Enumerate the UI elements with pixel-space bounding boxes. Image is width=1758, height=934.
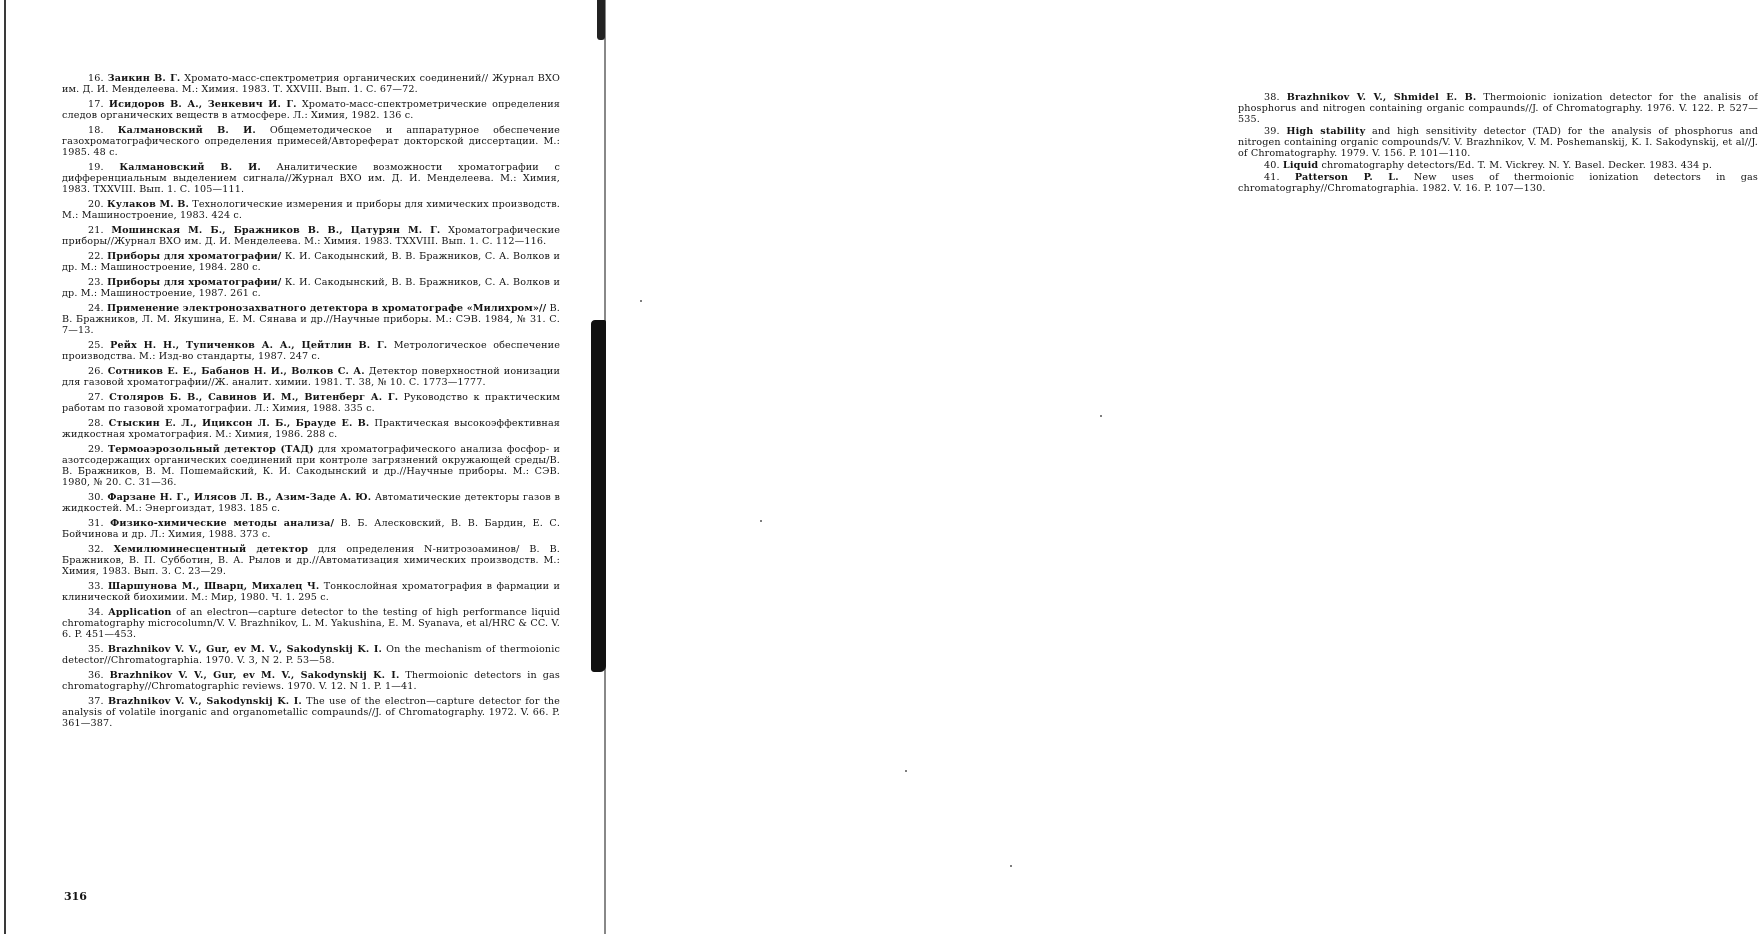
reference-number: 37. [88,696,104,707]
reference-entry [62,392,560,414]
reference-authors: Приборы для хроматографии/ [107,277,282,288]
reference-authors: Применение электронозахватного детектора в хроматографе «Милихром»// [107,303,547,314]
reference-number: 39. [1264,126,1280,137]
reference-text: The use of the electron—capture detector for the analysis of volatile inorganic and organometallic compaunds//J. of Chromatography. 1972. V. 66. P. 361—387. [62,696,560,729]
reference-text: On the mechanism of thermoionic detector//Chromatographia. 1970. V. 3, N 2. P. 53—58. [62,644,560,666]
reference-entry [62,125,560,158]
reference-number: 25. [88,340,104,351]
reference-number: 32. [88,544,104,555]
reference-authors: Рейх Н. Н., Тупиченков А. А., Цейтлин В. Г. [110,340,388,351]
reference-text: Руководство к практическим работам по газовой хроматографии. Л.: Химия, 1988. 335 с. [62,392,560,414]
reference-authors: Фарзане Н. Г., Илясов Л. В., Азим-Заде А. Ю. [107,492,372,503]
reference-text: Автоматические детекторы газов в жидкостей. М.: Энергоиздат, 1983. 185 с. [62,492,561,514]
reference-text: of an electron—capture detector to the testing of high performance liquid chromatography microcolumn/V. V. Brazhnikov, L. M. Yakushina, E. M. Syanava, et al/HRC & CC. V. 6. P. 451—453. [62,607,561,640]
reference-entry [62,366,560,388]
reference-text: Практическая высокоэффективная жидкостная хроматография. М.: Химия, 1986. 288 с. [62,418,561,440]
reference-entry [62,73,560,95]
reference-authors: Шаршунова М., Шварц, Михалец Ч. [108,581,320,592]
reference-entry [1238,160,1758,171]
reference-authors: High stability [1286,126,1366,137]
reference-entry [62,607,560,640]
reference-number: 38. [1264,92,1280,103]
reference-authors: Liquid [1282,160,1319,171]
reference-entry [62,518,560,540]
reference-text: Хроматографические приборы//Журнал ВХО им. Д. И. Менделеева. М.: Химия. 1983. TXXVIII. Вып. 1. С. 112—116. [62,225,561,247]
reference-entry [1238,92,1758,125]
reference-text: для хроматографического анализа фосфор- и азотсодержащих органических соединений при контроле загрязнений окружающей среды/В. В. Бражников, В. М. Пошемайский, К. И. Сакодынский и др.//Научные приборы. М.: СЭВ. 1980, № 20. С. 31—36. [62,444,561,488]
reference-entry [62,544,560,577]
reference-entry [1238,126,1758,159]
reference-entry [62,225,560,247]
reference-authors: Brazhnikov V. V., Sakodynskij K. I. [107,696,302,707]
scan-speck [640,300,642,302]
reference-authors: Brazhnikov V. V., Gur, ev M. V., Sakodynskij K. I. [109,670,400,681]
reference-authors: Термоаэрозольный детектор (ТАД) [107,444,314,455]
reference-number: 31. [88,518,104,529]
reference-list-right [1238,92,1758,195]
reference-number: 36. [88,670,104,681]
reference-number: 19. [88,162,104,173]
reference-authors: Patterson P. L. [1294,172,1399,183]
reference-number: 41. [1264,172,1280,183]
reference-entry [62,670,560,692]
reference-text: Детектор поверхностной ионизации для газовой хроматографии//Ж. аналит. химии. 1981. Т. 38, № 10. С. 1773—1777. [62,366,561,388]
reference-text: chromatography detectors/Ed. T. M. Vickrey. N. Y. Basel. Decker. 1983. 434 p. [1321,160,1713,171]
reference-text: Хромато-масс-спектрометрия органических соединений// Журнал ВХО им. Д. И. Менделеева. М.: Химия. 1983. Т. XXVIII. Вып. 1. С. 67—72. [62,73,560,95]
right-page [600,0,1758,934]
reference-number: 40. [1264,160,1280,171]
reference-number: 21. [88,225,104,236]
left-page [0,0,600,934]
page-number: 316 [64,890,87,903]
reference-entry [62,444,560,488]
reference-authors: Физико-химические методы анализа/ [110,518,335,529]
reference-authors: Калмановский В. И. [117,125,256,136]
reference-entry [1238,172,1758,194]
reference-entry [62,696,560,729]
reference-text: Thermoionic ionization detector for the analisis of phosphorus and nitrogen containing organic compaunds//J. of Chromatography. 1976. V. 122. P. 527—535. [1238,92,1758,125]
reference-authors: Brazhnikov V. V., Shmidel E. B. [1286,92,1477,103]
reference-authors: Brazhnikov V. V., Gur, ev M. V., Sakodynskij K. I. [107,644,382,655]
reference-text: В. В. Бражников, Л. М. Якушина, Е. М. Сянава и др.//Научные приборы. М.: СЭВ. 1984, № 31. С. 7—13. [62,303,561,336]
reference-entry [62,492,560,514]
reference-entry [62,581,560,603]
reference-text: К. И. Сакодынский, В. В. Бражников, С. А. Волков и др. М.: Машиностроение, 1987. 261 с. [62,277,560,299]
scan-speck [760,520,762,522]
reference-entry [62,340,560,362]
reference-text: Метрологическое обеспечение производства. М.: Изд-во стандарты, 1987. 247 с. [62,340,561,362]
reference-number: 17. [88,99,104,110]
reference-text: Аналитические возможности хроматографии с дифференциальным выделением сигнала//Журнал ВХО им. Д. И. Менделеева. М.: Химия, 1983. TXXVIII. Вып. 1. С. 105—111. [62,162,560,195]
reference-number: 23. [88,277,104,288]
reference-number: 16. [88,73,104,84]
reference-number: 26. [88,366,104,377]
reference-text: Thermoionic detectors in gas chromatography//Chromatographic reviews. 1970. V. 12. N 1. P. 1—41. [62,670,560,692]
reference-text: В. Б. Алесковский, В. В. Бардин, Е. С. Бойчинова и др. Л.: Химия, 1988. 373 с. [62,518,561,540]
reference-number: 24. [88,303,104,314]
reference-text: К. И. Сакодынский, В. В. Бражников, С. А. Волков и др. М.: Машиностроение, 1984. 280 с. [62,251,560,273]
reference-authors: Сотников Е. Е., Бабанов Н. И., Волков С. А. [107,366,365,377]
reference-number: 30. [88,492,104,503]
reference-entry [62,644,560,666]
reference-text: Общеметодическое и аппаратурное обеспечение газохроматографического определения примесей/Автореферат докторской диссертации. М.: 1985. 48 с. [62,125,560,158]
reference-authors: Калмановский В. И. [119,162,261,173]
reference-number: 20. [88,199,104,210]
reference-text: для определения N-нитрозоаминов/ В. В. Бражников, В. П. Субботин, В. А. Рылов и др.//Автоматизация химических производств. М.: Химия, 1983. Вып. 3. С. 23—29. [62,544,561,577]
reference-authors: Application [108,607,172,618]
reference-text: Хромато-масс-спектрометрические определения следов органических веществ в атмосфере. Л.: Химия, 1982. 136 с. [62,99,561,121]
reference-entry [62,303,560,336]
reference-authors: Стыскин Е. Л., Ициксон Л. Б., Брауде Е. В. [108,418,370,429]
reference-number: 33. [88,581,104,592]
reference-number: 22. [88,251,104,262]
reference-entry [62,162,560,195]
reference-text: New uses of thermoionic ionization detectors in gas chromatography//Chromatographia. 1982. V. 16. P. 107—130. [1238,172,1758,194]
reference-authors: Исидоров В. А., Зенкевич И. Г. [108,99,297,110]
reference-number: 27. [88,392,104,403]
reference-authors: Заикин В. Г. [107,73,181,84]
reference-text: and high sensitivity detector (TAD) for the analysis of phosphorus and nitrogen containing organic compounds/V. V. Brazhnikov, V. M. Poshemanskij, K. I. Sakodynskij, et al//J. of Chromatography. 1979. V. 156. P. 101—110. [1238,126,1758,159]
reference-number: 28. [88,418,104,429]
reference-authors: Мошинская М. Б., Бражников В. В., Цатурян М. Г. [111,225,441,236]
reference-entry [62,199,560,221]
scan-speck [1010,865,1012,867]
reference-number: 35. [88,644,104,655]
reference-number: 29. [88,444,104,455]
reference-authors: Хемилюминесцентный детектор [113,544,309,555]
reference-number: 18. [88,125,104,136]
reference-number: 34. [88,607,104,618]
reference-entry [62,251,560,273]
reference-authors: Приборы для хроматографии/ [107,251,282,262]
reference-entry [62,99,560,121]
reference-authors: Столяров Б. В., Савинов И. М., Витенберг А. Г. [109,392,399,403]
reference-authors: Кулаков М. В. [107,199,190,210]
reference-list-left [62,73,560,733]
reference-entry [62,418,560,440]
scan-speck [1100,415,1102,417]
reference-entry [62,277,560,299]
reference-text: Тонкослойная хроматография в фармации и клинической биохимии. М.: Мир, 1980. Ч. 1. 295 с. [62,581,561,603]
reference-text: Технологические измерения и приборы для химических производств. М.: Машиностроение, 1983. 424 с. [62,199,560,221]
scan-speck [905,770,907,772]
